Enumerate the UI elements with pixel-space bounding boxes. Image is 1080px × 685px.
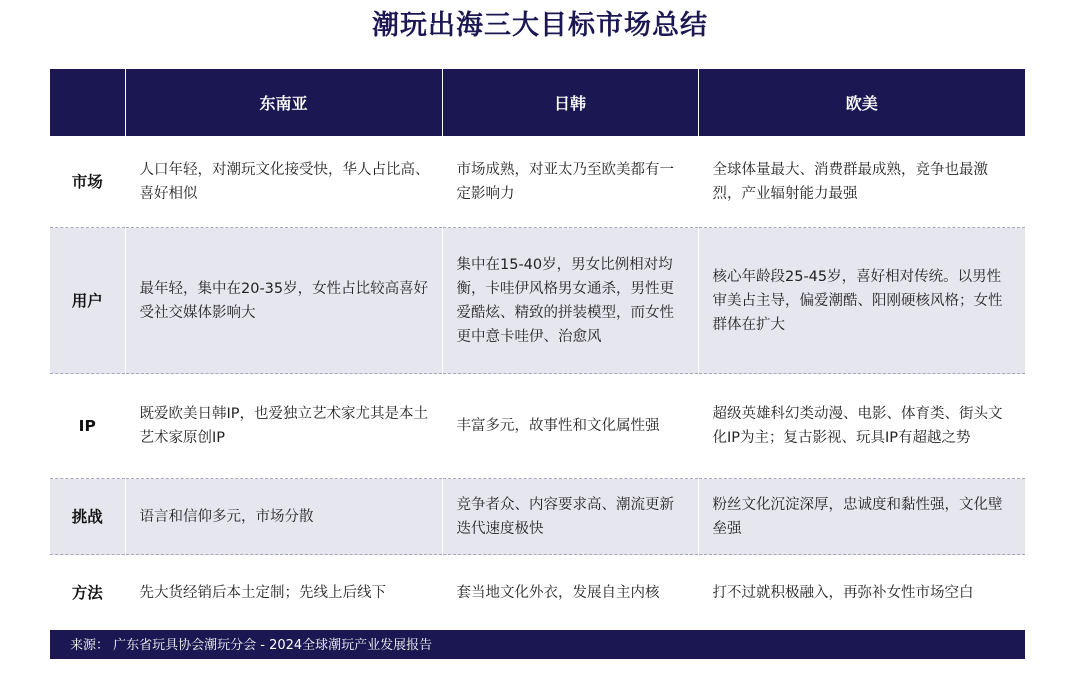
table-cell: 全球体量最大、消费群最成熟，竞争也最激烈，产业辐射能力最强 [698, 136, 1025, 228]
row-label: IP [50, 374, 125, 479]
header-southeast-asia: 东南亚 [125, 69, 442, 136]
table-cell: 先大货经销后本土定制；先线上后线下 [125, 555, 442, 631]
table-row-methods [50, 555, 1025, 631]
table-cell: 套当地文化外衣，发展自主内核 [442, 555, 698, 631]
table-row-challenges [50, 479, 1025, 555]
table-header-row [50, 69, 1025, 136]
header-japan-korea: 日韩 [442, 69, 698, 136]
table-cell: 丰富多元，故事性和文化属性强 [442, 374, 698, 479]
header-corner [50, 69, 125, 136]
table-cell: 超级英雄科幻类动漫、电影、体育类、街头文化IP为主；复古影视、玩具IP有超越之势 [698, 374, 1025, 479]
table-row-users [50, 228, 1025, 374]
summary-table-frame [50, 69, 1025, 659]
row-label: 挑战 [50, 479, 125, 555]
header-europe-america: 欧美 [698, 69, 1025, 136]
table-cell: 竞争者众、内容要求高、潮流更新迭代速度极快 [442, 479, 698, 555]
source-note: 来源： 广东省玩具协会潮玩分会 - 2024全球潮玩产业发展报告 [70, 638, 433, 653]
table-row-ip [50, 374, 1025, 479]
market-summary-table [50, 69, 1025, 630]
table-cell: 打不过就积极融入，再弥补女性市场空白 [698, 555, 1025, 631]
table-cell: 核心年龄段25-45岁，喜好相对传统。以男性审美占主导，偏爱潮酷、阳刚硬核风格；女性群体在扩大 [698, 228, 1025, 374]
table-cell: 人口年轻，对潮玩文化接受快，华人占比高、喜好相似 [125, 136, 442, 228]
table-cell: 既爱欧美日韩IP，也爱独立艺术家尤其是本土艺术家原创IP [125, 374, 442, 479]
table-cell: 粉丝文化沉淀深厚，忠诚度和黏性强，文化壁垒强 [698, 479, 1025, 555]
table-cell: 市场成熟，对亚太乃至欧美都有一定影响力 [442, 136, 698, 228]
table-cell: 集中在15-40岁，男女比例相对均衡，卡哇伊风格男女通杀，男性更爱酷炫、精致的拼装模型，而女性更中意卡哇伊、治愈风 [442, 228, 698, 374]
table-row-market [50, 136, 1025, 228]
table-cell: 最年轻，集中在20-35岁，女性占比较高喜好受社交媒体影响大 [125, 228, 442, 374]
table-cell: 语言和信仰多元，市场分散 [125, 479, 442, 555]
row-label: 用户 [50, 228, 125, 374]
row-label: 市场 [50, 136, 125, 228]
page-title: 潮玩出海三大目标市场总结 [372, 10, 708, 41]
row-label: 方法 [50, 555, 125, 631]
